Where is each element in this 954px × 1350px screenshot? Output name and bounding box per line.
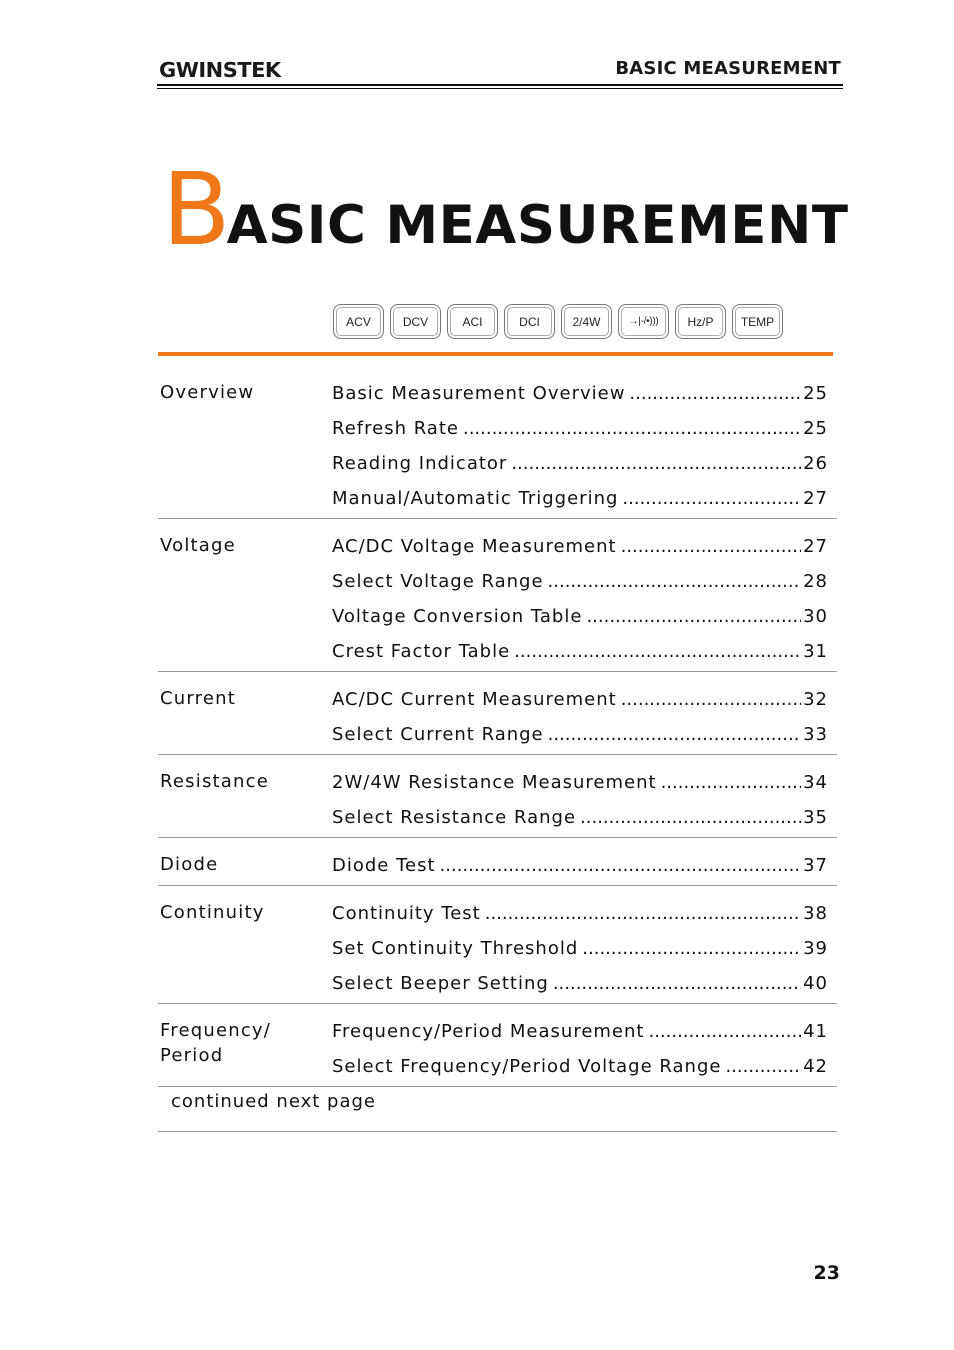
accent-rule	[158, 352, 833, 356]
toc-entry-page: 33	[803, 724, 828, 745]
dot-leader	[582, 938, 801, 959]
dot-leader	[661, 772, 802, 793]
toc-entry-title: Manual/Automatic Triggering	[332, 488, 619, 509]
toc-group	[158, 886, 837, 1004]
function-key	[447, 304, 498, 339]
dot-leader	[440, 855, 802, 876]
toc-entry-page: 25	[803, 418, 828, 439]
dot-leader	[553, 973, 801, 994]
toc-entry-title: Refresh Rate	[332, 418, 459, 439]
continued-row	[158, 1087, 837, 1132]
toc-entry-title: AC/DC Voltage Measurement	[332, 536, 617, 557]
function-keys	[333, 304, 783, 339]
toc-entry-title: Select Beeper Setting	[332, 973, 549, 994]
toc-entry[interactable]	[332, 717, 828, 752]
toc-entry-page: 32	[803, 689, 828, 710]
function-key	[333, 304, 384, 339]
chapter-title-initial: B	[162, 151, 231, 268]
toc-entry[interactable]	[332, 682, 828, 717]
toc-entry-page: 27	[803, 536, 828, 557]
toc-entry[interactable]	[332, 599, 828, 634]
dot-leader	[511, 453, 801, 474]
toc-group-label: Diode	[160, 854, 219, 875]
header-rule-thin	[157, 88, 843, 89]
dot-leader	[621, 689, 801, 710]
function-key-label: →|-/•)))	[628, 316, 659, 327]
toc-entry[interactable]	[332, 765, 828, 800]
toc-entry-title: Diode Test	[332, 855, 436, 876]
toc-entry-page: 41	[803, 1021, 828, 1042]
toc-entry-page: 39	[803, 938, 828, 959]
toc-entry-page: 27	[803, 488, 828, 509]
toc-entry-page: 37	[803, 855, 828, 876]
toc-entry[interactable]	[332, 896, 828, 931]
toc-group-label: Continuity	[160, 902, 265, 923]
toc-group	[158, 519, 837, 672]
toc-entry[interactable]	[332, 376, 828, 411]
toc-group	[158, 1004, 837, 1087]
toc-entry-page: 30	[803, 606, 828, 627]
toc-entry[interactable]	[332, 529, 828, 564]
dot-leader	[621, 536, 802, 557]
function-key-label: Hz/P	[687, 314, 714, 329]
toc-entry-title: 2W/4W Resistance Measurement	[332, 772, 657, 793]
function-key-label: 2/4W	[572, 314, 601, 329]
toc-entry[interactable]	[332, 634, 828, 669]
function-key-label: TEMP	[740, 314, 775, 329]
toc-entry[interactable]	[332, 848, 828, 883]
toc-entry[interactable]	[332, 481, 828, 516]
toc-entry-title: Basic Measurement Overview	[332, 383, 626, 404]
header-section-name: BASIC MEASUREMENT	[615, 58, 841, 79]
table-of-contents	[158, 372, 837, 1132]
toc-entry-page: 40	[803, 973, 828, 994]
dot-leader	[725, 1056, 801, 1077]
dot-leader	[463, 418, 801, 439]
toc-entry-title: AC/DC Current Measurement	[332, 689, 617, 710]
toc-group	[158, 672, 837, 755]
toc-entry[interactable]	[332, 1014, 828, 1049]
toc-group	[158, 372, 837, 519]
function-key	[618, 304, 669, 339]
toc-entry-title: Reading Indicator	[332, 453, 508, 474]
toc-entry-title: Select Resistance Range	[332, 807, 577, 828]
chapter-title	[162, 151, 849, 268]
toc-entry-page: 26	[803, 453, 828, 474]
brand-logo: GWINSTEK	[159, 58, 281, 82]
toc-group-label: Current	[160, 688, 237, 709]
toc-entry-title: Select Current Range	[332, 724, 544, 745]
toc-group-label: Resistance	[160, 771, 269, 792]
dot-leader	[629, 383, 801, 404]
toc-entry-page: 28	[803, 571, 828, 592]
toc-entry[interactable]	[332, 446, 828, 481]
toc-entry[interactable]	[332, 800, 828, 835]
function-key-label: DCV	[402, 314, 429, 329]
dot-leader	[580, 807, 801, 828]
page-number: 23	[813, 1262, 840, 1284]
function-key	[675, 304, 726, 339]
header-rule	[157, 84, 843, 86]
function-key-label: ACV	[346, 314, 371, 329]
toc-entry-page: 35	[803, 807, 828, 828]
toc-group-label: Voltage	[160, 535, 236, 556]
dot-leader	[586, 606, 801, 627]
function-key	[561, 304, 612, 339]
toc-entry[interactable]	[332, 564, 828, 599]
toc-entry[interactable]	[332, 411, 828, 446]
toc-entry-title: Voltage Conversion Table	[332, 606, 583, 627]
function-key	[732, 304, 783, 339]
toc-group-label: Overview	[160, 382, 255, 403]
function-key	[390, 304, 441, 339]
page-header	[157, 56, 843, 90]
toc-entry-title: Select Frequency/Period Voltage Range	[332, 1056, 722, 1077]
toc-entry-title: Crest Factor Table	[332, 641, 511, 662]
toc-entry-page: 38	[803, 903, 828, 924]
continued-note: continued next page	[171, 1091, 376, 1112]
toc-entry[interactable]	[332, 931, 828, 966]
toc-entry-title: Continuity Test	[332, 903, 481, 924]
toc-group	[158, 755, 837, 838]
dot-leader	[648, 1021, 801, 1042]
dot-leader	[622, 488, 801, 509]
toc-group-label: Frequency/ Period	[160, 1020, 272, 1066]
toc-entry-page: 42	[803, 1056, 828, 1077]
toc-entry-page: 31	[803, 641, 828, 662]
toc-group	[158, 838, 837, 886]
toc-entry-page: 34	[803, 772, 828, 793]
chapter-title-rest: ASIC MEASUREMENT	[226, 195, 849, 256]
function-key	[504, 304, 555, 339]
dot-leader	[548, 724, 801, 745]
toc-entry-title: Select Voltage Range	[332, 571, 544, 592]
toc-entry-page: 25	[803, 383, 828, 404]
toc-entry[interactable]	[332, 1049, 828, 1084]
toc-entry-title: Frequency/Period Measurement	[332, 1021, 645, 1042]
dot-leader	[548, 571, 802, 592]
dot-leader	[514, 641, 801, 662]
dot-leader	[485, 903, 801, 924]
toc-entry[interactable]	[332, 966, 828, 1001]
function-key-label: ACI	[462, 314, 483, 329]
toc-entry-title: Set Continuity Threshold	[332, 938, 579, 959]
function-key-label: DCI	[519, 314, 540, 329]
